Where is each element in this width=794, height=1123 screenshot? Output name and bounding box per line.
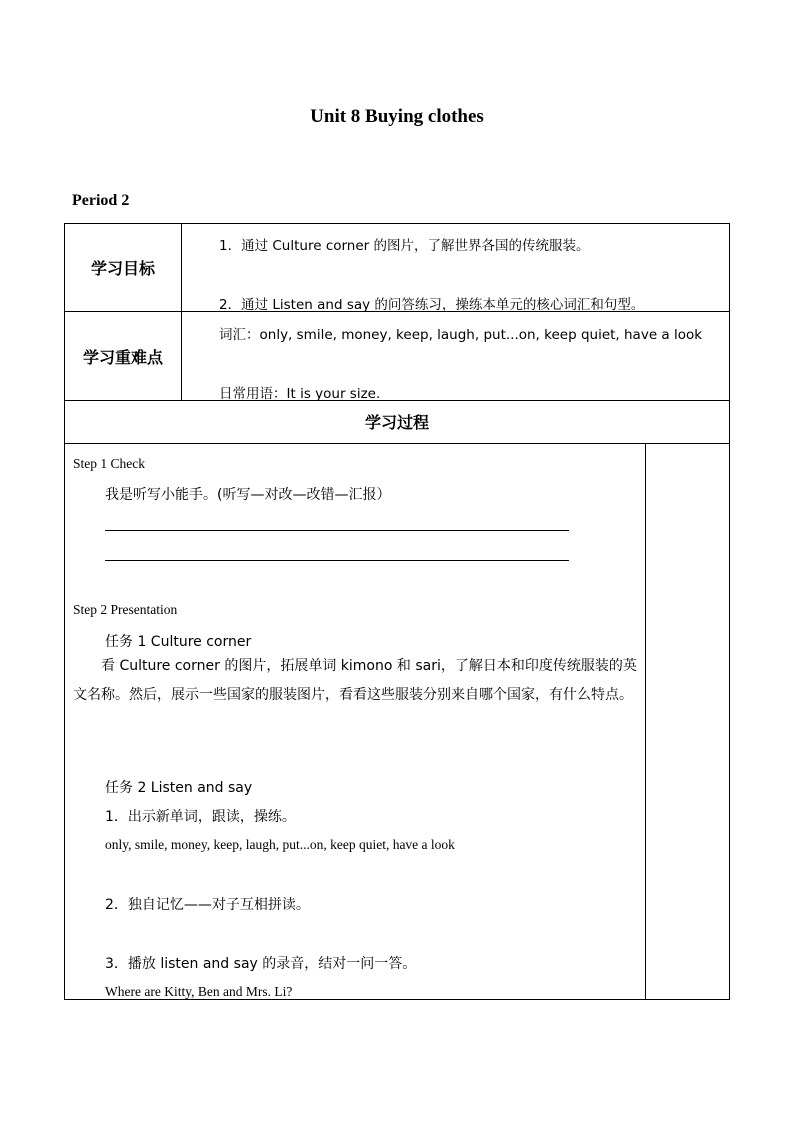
keypoints-label: 学习重难点 xyxy=(82,348,163,367)
goal-item-1: 1．通过 Culture corner 的图片，了解世界各国的传统服装。 xyxy=(219,238,590,254)
column-divider xyxy=(181,224,182,400)
task2-item-3: 3．播放 listen and say 的录音，结对一问一答。 xyxy=(105,956,417,972)
step1-title: Step 1 Check xyxy=(73,456,145,471)
task1-title: 任务 1 Culture corner xyxy=(105,634,252,650)
task2-question: Where are Kitty, Ben and Mrs. Li? xyxy=(105,984,293,999)
phrases-line: 日常用语：It is your size. xyxy=(219,386,381,402)
goals-label: 学习目标 xyxy=(90,259,155,278)
task2-item-2: 2．独自记忆——对子互相拼读。 xyxy=(105,897,310,913)
lesson-table xyxy=(64,223,730,1000)
page-title: Unit 8 Buying clothes xyxy=(310,106,484,127)
process-header: 学习过程 xyxy=(364,413,429,432)
step2-title: Step 2 Presentation xyxy=(73,602,178,617)
goal-item-2: 2．通过 Listen and say 的问答练习，操练本单元的核心词汇和句型。 xyxy=(219,297,645,313)
task2-item-1: 1．出示新单词，跟读，操练。 xyxy=(105,809,296,825)
vocabulary-line: 词汇：only, smile, money, keep, laugh, put...on, keep quiet, have a look xyxy=(219,327,703,343)
period-label: Period 2 xyxy=(72,192,130,209)
step1-task: 我是听写小能手。(听写—对改—改错—汇报） xyxy=(105,487,391,503)
answer-line xyxy=(105,530,569,531)
task2-words: only, smile, money, keep, laugh, put...on, keep quiet, have a look xyxy=(105,837,455,852)
task1-body: 看 Culture corner 的图片，拓展单词 kimono 和 sari，了解日本和印度传统服装的英文名称。然后，展示一些国家的服装图片，看看这些服装分别来自哪个国家，有什么特点。 xyxy=(73,658,637,703)
row-divider xyxy=(65,400,729,401)
answer-line xyxy=(105,560,569,561)
row-divider xyxy=(65,443,729,444)
task2-title: 任务 2 Listen and say xyxy=(105,780,253,796)
column-divider xyxy=(645,443,646,1000)
